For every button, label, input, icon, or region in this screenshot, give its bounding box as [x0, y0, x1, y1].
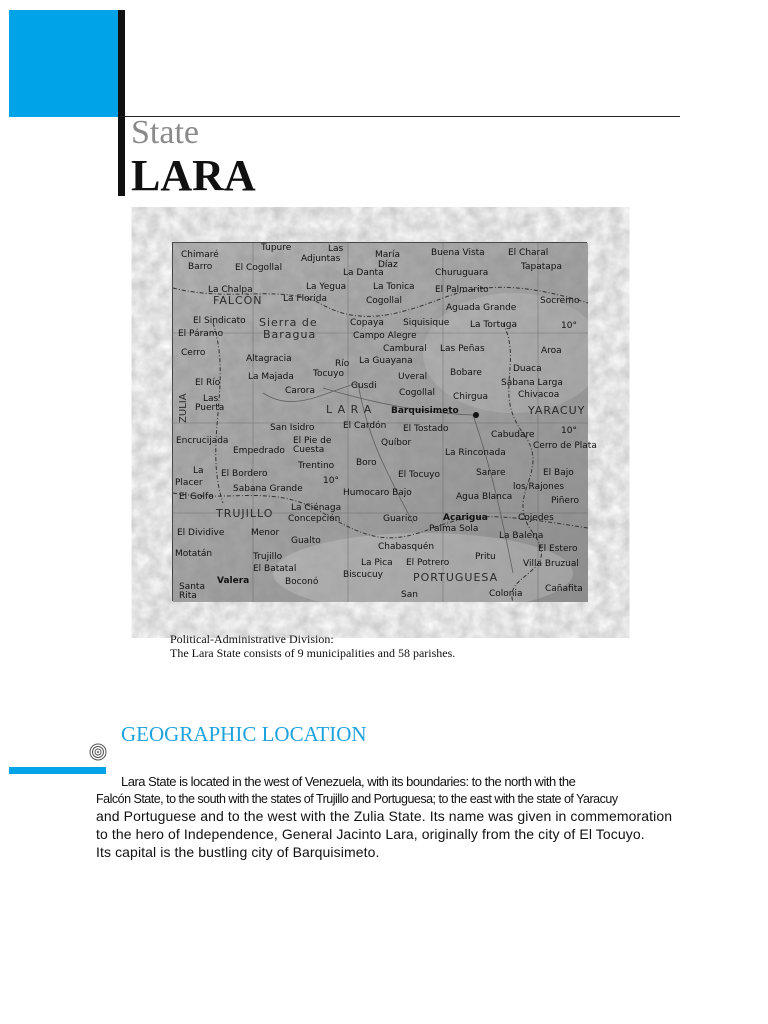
map-label: Chimaré — [181, 250, 219, 260]
map-label: La Pica — [361, 558, 393, 568]
map-label: Humocaro Bajo — [343, 488, 412, 498]
map-label: El Sindicato — [193, 316, 246, 326]
body-line: to the hero of Independence, General Jacinto Lara, originally from the city of El Tocuyo. — [96, 826, 645, 842]
map-label: El Páramo — [178, 329, 224, 339]
capital-label: Barquisimeto — [391, 406, 459, 416]
map-label: Placer — [175, 478, 203, 488]
map-label: Menor — [251, 528, 280, 538]
map-label: Tapatapa — [521, 262, 563, 272]
map-label: San — [401, 590, 418, 600]
map-label: Cojedes — [518, 513, 554, 523]
map-label: Las — [328, 244, 344, 254]
map-label: La Rinconada — [445, 448, 506, 458]
map-label: Cerro de Plata — [533, 441, 597, 451]
accent-bar — [9, 767, 106, 774]
section-heading: GEOGRAPHIC LOCATION — [121, 722, 367, 746]
map-label: El Dividive — [177, 528, 225, 538]
map-label: Trujillo — [253, 552, 283, 562]
map-label: Cambural — [383, 344, 427, 354]
map-label: Las — [203, 394, 219, 404]
map-label: La — [193, 466, 204, 476]
map-label: Socremo — [540, 296, 580, 306]
map-label: Biscucuy — [343, 570, 383, 580]
map-label: Campo Alegre — [353, 331, 417, 341]
map-label: El Cogollal — [235, 263, 283, 273]
map-label: Carora — [285, 386, 316, 396]
map-label: Copaya — [350, 318, 384, 328]
map-label: Cuesta — [293, 445, 325, 455]
map-label: los Rajones — [513, 482, 565, 492]
body-line: Its capital is the bustling city of Barquisimeto. — [96, 844, 380, 860]
body-line: and Portuguese and to the west with the Zulia State. Its name was given in commemoration — [96, 808, 673, 824]
map-label: Sabana Grande — [233, 484, 303, 494]
map-label: 10° — [323, 476, 339, 486]
map-label: El Charal — [508, 248, 549, 258]
region-label: YARACUY — [528, 404, 586, 417]
map-label: Chivacoa — [518, 390, 560, 400]
map-label: Aroa — [541, 346, 562, 356]
map-label: Agua Blanca — [456, 492, 513, 502]
region-label: Sierra de — [259, 316, 318, 329]
map-label: Tupure — [261, 243, 292, 253]
map-label: Aguada Grande — [446, 303, 517, 313]
map-caption — [170, 632, 455, 660]
map-label: Altagracia — [246, 354, 292, 364]
map-label: La Danta — [343, 268, 384, 278]
map-label: La Majada — [248, 372, 294, 382]
map-label: El Batatal — [253, 564, 297, 574]
map-label: El Río — [195, 378, 221, 388]
state-map — [172, 242, 597, 601]
caption-text: The Lara State consists of 9 municipalities and 58 parishes. — [170, 646, 456, 660]
map-label: La Tortuga — [470, 320, 518, 330]
map-label: Santa — [179, 582, 205, 592]
map-label: Piñero — [551, 496, 579, 506]
map-label: Valera — [217, 576, 250, 586]
map-label: Díaz — [378, 260, 398, 270]
map-label: Barro — [188, 262, 213, 272]
map-label: Cerro — [181, 348, 206, 358]
map-label: La Guayana — [359, 356, 413, 366]
map-label: Cogollal — [399, 388, 436, 398]
caption-title: Political-Administrative Division: — [170, 632, 334, 646]
map-label: Boro — [356, 458, 377, 468]
map-label: Siquisique — [403, 318, 450, 328]
map-label: Palma Sola — [429, 524, 479, 534]
map-label: La Balena — [499, 531, 544, 541]
state-kicker: State — [131, 114, 199, 151]
region-label: PORTUGUESA — [413, 571, 499, 584]
page-title: LARA — [131, 151, 256, 200]
region-label: ZULIA — [178, 393, 189, 423]
vertical-rule — [118, 10, 125, 196]
region-label: FALCÓN — [213, 294, 263, 307]
region-label: Baragua — [263, 328, 317, 341]
map-label: Pritu — [475, 552, 496, 562]
map-label: Tocuyo — [313, 369, 344, 379]
map-label: Sabana Larga — [501, 378, 563, 388]
map-label: La Chalpa — [208, 285, 253, 295]
map-label: El Bordero — [221, 469, 268, 479]
map-label: San Isidro — [270, 423, 315, 433]
region-label: L A R A — [326, 403, 373, 416]
map-label: El Potrero — [406, 558, 450, 568]
map-label: Quíbor — [381, 438, 412, 448]
map-label: Acarigua — [443, 513, 488, 523]
map-label: Chabasquén — [378, 542, 435, 552]
map-svg — [173, 243, 597, 602]
map-label: La Tonica — [373, 282, 415, 292]
map-label: Buena Vista — [431, 248, 485, 258]
map-label: Gusdi — [351, 381, 377, 391]
map-label: El Tocuyo — [398, 470, 441, 480]
map-label: El Tostado — [403, 424, 449, 434]
target-icon — [89, 743, 107, 761]
map-label: El Estero — [538, 544, 578, 554]
map-label: Adjuntas — [301, 254, 341, 264]
region-label: TRUJILLO — [216, 507, 274, 520]
map-label: Villa Bruzual — [523, 559, 579, 569]
map-label: El Bajo — [543, 468, 574, 478]
accent-square — [9, 10, 120, 117]
map-label: El Cardón — [343, 421, 387, 431]
capital-marker — [473, 412, 479, 418]
map-label: Duaca — [513, 364, 542, 374]
map-label: Río — [335, 359, 350, 369]
map-label: Guarico — [383, 514, 418, 524]
body-line: Lara State is located in the west of Venezuela, with its boundaries: to the north with the — [121, 774, 576, 789]
map-label: Cogollal — [366, 296, 403, 306]
map-label: Churuguara — [435, 268, 489, 278]
map-label: La Ciénaga — [291, 503, 342, 513]
map-label: Las Peñas — [440, 344, 485, 354]
map-label: Cabudare — [491, 430, 535, 440]
map-label: Gualto — [291, 536, 321, 546]
map-label: Motatán — [175, 549, 213, 559]
coordinate-label: 10° — [561, 321, 577, 331]
map-label: La Florida — [283, 294, 328, 304]
map-label: Rita — [179, 591, 197, 601]
map-label: María — [375, 250, 400, 260]
map-label: Chirgua — [453, 392, 488, 402]
map-label: La Yegua — [306, 282, 347, 292]
map-label: Empedrado — [233, 446, 285, 456]
map-label: Concepción — [288, 514, 341, 524]
map-label: Uveral — [398, 372, 428, 382]
map-label: Cañafita — [545, 584, 583, 594]
map-label: El Golfo — [179, 492, 214, 502]
map-label: Boconó — [285, 577, 319, 587]
map-label: Bobare — [450, 368, 482, 378]
coordinate-label: 10° — [561, 426, 577, 436]
map-label: Trentino — [298, 461, 335, 471]
body-line: Falcón State, to the south with the states of Trujillo and Portuguesa; to the east with the state of Yaracuy — [96, 792, 618, 806]
map-label: El Palmarito — [435, 285, 489, 295]
map-label: El Pie de — [293, 436, 332, 446]
horizontal-rule — [120, 116, 680, 117]
map-label: Puerta — [195, 403, 225, 413]
map-label: Encrucijada — [176, 436, 229, 446]
map-label: Colonia — [489, 589, 523, 599]
map-label: Sarare — [476, 468, 506, 478]
